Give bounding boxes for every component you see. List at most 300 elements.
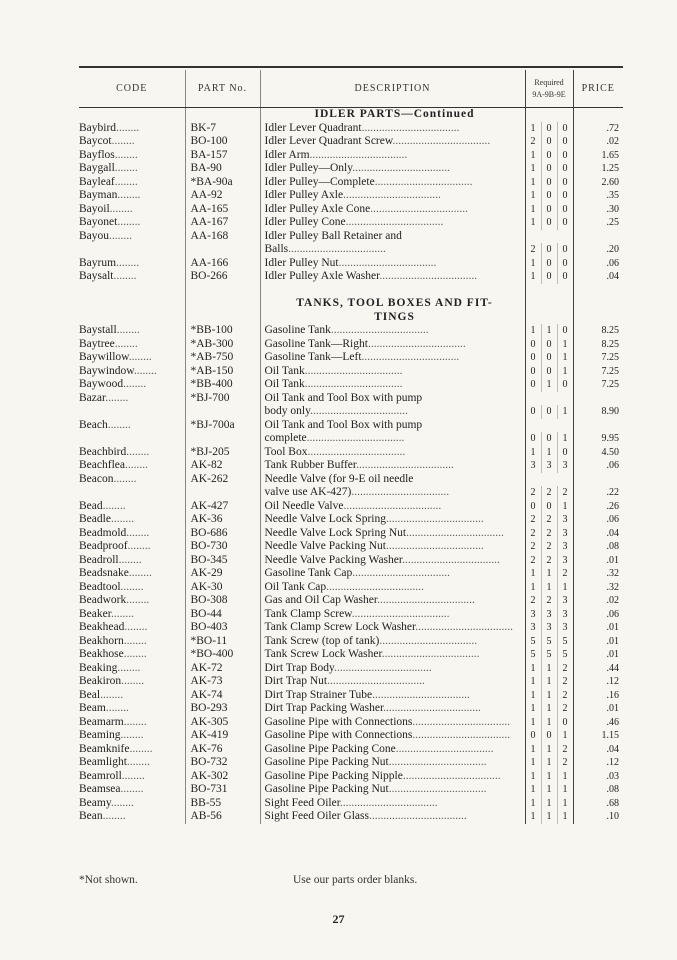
leader-dots: ..................................: [309, 148, 408, 161]
header-required-models: 9A-9B-9E: [532, 89, 566, 99]
code-cell: [79, 500, 185, 514]
part-cell: [185, 783, 260, 797]
required-cell: [525, 135, 573, 149]
code-word: Beadsnake: [79, 567, 129, 579]
required-cell: [525, 243, 573, 257]
description-cell: [260, 729, 525, 743]
required-9e: 1: [562, 784, 568, 795]
code-word: Baycot: [79, 135, 112, 147]
table-row: [79, 459, 623, 473]
part-description: Idler Pulley Axle Washer: [264, 270, 380, 282]
code-cell: [79, 203, 185, 217]
required-cell: [525, 189, 573, 203]
part-description: Dirt Trap Packing Washer: [264, 702, 384, 714]
part-description: Tank Screw (top of tank): [264, 634, 380, 647]
required-cell: [525, 419, 573, 433]
required-cell: [525, 716, 573, 730]
description-cell: [260, 446, 525, 460]
table-row: [79, 122, 623, 136]
required-9a: 1: [526, 702, 542, 716]
leader-dots: ..................................: [385, 540, 484, 552]
leader-dots: ..................................: [343, 189, 441, 201]
code-word: Beamknife: [79, 742, 130, 755]
part-number: AK-36: [190, 513, 223, 525]
leader-dots: ..................................: [385, 513, 484, 525]
part-number: BA-157: [190, 148, 228, 161]
table-row: [79, 486, 623, 500]
price-cell: [573, 189, 623, 203]
required-9a: 2: [526, 554, 542, 568]
required-9a: 3: [526, 459, 542, 473]
code-cell: [79, 189, 185, 203]
table-row: [79, 500, 623, 514]
part-cell: [185, 122, 260, 136]
required-9b: 3: [542, 608, 558, 622]
part-cell: [185, 324, 260, 338]
required-cell: [525, 743, 573, 757]
required-cell: [525, 257, 573, 271]
part-number: *AB-150: [190, 364, 234, 377]
price-value: .04: [606, 743, 619, 755]
part-description: Tank Rubber Buffer: [264, 459, 357, 471]
price-cell: [573, 446, 623, 460]
part-cell: [185, 365, 260, 379]
code-cell: [79, 756, 185, 770]
required-9b: 2: [542, 554, 558, 568]
code-word: Beaker: [79, 607, 111, 620]
leader-dots: ........: [117, 189, 141, 201]
leader-dots: ........: [124, 621, 148, 633]
code-word: Bayrum: [79, 256, 117, 269]
required-cell: [525, 108, 573, 122]
code-word: Baygall: [79, 162, 115, 174]
code-word: Baywood: [79, 378, 124, 390]
leader-dots: ........: [114, 162, 138, 174]
part-description: Gasoline Pipe with Connections: [264, 715, 413, 728]
part-description: body only: [264, 405, 311, 417]
code-word: Beadwork: [79, 594, 127, 606]
part-cell: [185, 729, 260, 743]
required-9e: 0: [562, 190, 568, 201]
table-row: [79, 621, 623, 635]
code-word: Beam: [79, 702, 106, 714]
required-9e: 0: [562, 136, 568, 147]
leader-dots: ........: [123, 648, 147, 660]
leader-dots: ........: [109, 229, 133, 242]
description-cell: [260, 243, 525, 257]
part-cell: [185, 311, 260, 325]
required-9a: 1: [526, 270, 542, 284]
code-word: Beakhorn: [79, 634, 124, 647]
part-cell: [185, 176, 260, 190]
required-cell: [525, 122, 573, 136]
leader-dots: ..................................: [367, 337, 466, 350]
price-value: 8.25: [601, 338, 619, 350]
required-9e: 1: [562, 365, 568, 377]
description-cell: [260, 513, 525, 527]
leader-dots: ..................................: [370, 202, 468, 215]
required-9e: 1: [562, 770, 568, 782]
part-cell: [185, 621, 260, 635]
code-word: Baytree: [79, 337, 115, 350]
part-number: AK-30: [190, 580, 223, 593]
leader-dots: ..................................: [379, 270, 478, 282]
required-9b: 0: [542, 338, 558, 352]
leader-dots: ........: [133, 364, 157, 377]
description-cell: [260, 635, 525, 649]
required-cell: [525, 689, 573, 703]
leader-dots: ........: [116, 256, 140, 269]
price-cell: [573, 662, 623, 676]
description-cell: [260, 149, 525, 163]
code-word: Beadproof: [79, 540, 128, 552]
required-9b: 1: [542, 324, 558, 338]
part-number: *BO-11: [190, 634, 228, 647]
code-cell: [79, 378, 185, 392]
leader-dots: ........: [100, 688, 124, 701]
table-row: [79, 149, 623, 163]
description-cell: [260, 459, 525, 473]
price-cell: [573, 432, 623, 446]
leader-dots: ..................................: [343, 499, 442, 512]
required-9e: 0: [562, 244, 568, 255]
leader-dots: ........: [127, 540, 151, 552]
table-row: [79, 797, 623, 811]
code-word: Beach: [79, 418, 108, 431]
description-cell: [260, 567, 525, 581]
leader-dots: ..................................: [383, 702, 481, 714]
leader-dots: ..................................: [351, 486, 450, 498]
leader-dots: ........: [116, 121, 140, 134]
price-cell: [573, 527, 623, 541]
price-value: 8.25: [601, 325, 619, 336]
required-9e: 0: [562, 203, 568, 215]
part-description: Needle Valve (for 9-E oil needle: [264, 472, 414, 485]
price-value: .02: [606, 595, 619, 606]
required-9e: 1: [562, 500, 568, 512]
code-cell: [79, 162, 185, 176]
required-9e: 3: [562, 514, 568, 525]
code-cell: [79, 581, 185, 595]
required-9b: 3: [542, 621, 558, 635]
required-9a: 1: [526, 689, 542, 703]
leader-dots: ..................................: [304, 364, 403, 377]
required-9b: 0: [542, 176, 558, 190]
leader-dots: ........: [121, 769, 145, 782]
required-cell: [525, 351, 573, 365]
required-9b: 0: [542, 257, 558, 271]
code-cell: [79, 716, 185, 730]
part-cell: [185, 689, 260, 703]
price-value: 7.25: [601, 352, 619, 363]
description-cell: [260, 810, 525, 824]
price-cell: [573, 675, 623, 689]
code-cell: [79, 473, 185, 487]
table-row: [79, 743, 623, 757]
code-word: Bead: [79, 499, 103, 512]
section-heading-row: [79, 297, 623, 311]
required-9a: 1: [526, 797, 542, 811]
leader-dots: ........: [126, 445, 150, 458]
code-cell: [79, 675, 185, 689]
price-value: .30: [606, 203, 619, 215]
required-9e: 0: [562, 271, 568, 282]
required-9a: 1: [526, 783, 542, 797]
part-cell: [185, 743, 260, 757]
price-cell: [573, 230, 623, 244]
price-cell: [573, 122, 623, 136]
part-description: complete: [264, 432, 307, 444]
price-value: .44: [606, 662, 619, 674]
leader-dots: ..................................: [307, 445, 406, 458]
description-cell: [260, 702, 525, 716]
leader-dots: ........: [107, 418, 131, 431]
price-cell: [573, 810, 623, 824]
required-cell: [525, 446, 573, 460]
part-description: Gasoline Pipe Packing Nut: [264, 783, 389, 795]
part-cell: [185, 270, 260, 284]
header-part-no: PART No.: [185, 70, 260, 108]
code-cell: [79, 527, 185, 541]
price-cell: [573, 149, 623, 163]
price-cell: [573, 554, 623, 568]
description-cell: [260, 689, 525, 703]
table-row: [79, 810, 623, 824]
part-cell: [185, 284, 260, 298]
part-description: Idler Lever Quadrant Screw: [264, 135, 393, 147]
code-word: Beachbird: [79, 445, 127, 458]
description-cell: [260, 770, 525, 784]
price-cell: [573, 176, 623, 190]
leader-dots: ........: [114, 175, 138, 188]
part-description: Balls: [264, 243, 289, 255]
price-cell: [573, 405, 623, 419]
part-number: *BA-90a: [190, 175, 233, 188]
required-9b: 1: [542, 783, 558, 797]
code-cell: [79, 608, 185, 622]
code-word: Beachflea: [79, 459, 125, 471]
part-description: Idler Pulley Cone: [264, 216, 346, 228]
spacer-row: [79, 284, 623, 298]
part-cell: [185, 257, 260, 271]
table-row: [79, 203, 623, 217]
price-value: .01: [606, 649, 619, 660]
leader-dots: ........: [124, 459, 148, 471]
required-9b: 1: [542, 702, 558, 716]
required-9a: 1: [526, 257, 542, 271]
required-9a: 5: [526, 648, 542, 662]
code-cell: [79, 689, 185, 703]
part-number: BO-44: [190, 607, 222, 620]
leader-dots: ..................................: [352, 162, 450, 174]
code-cell: [79, 257, 185, 271]
required-9a: 2: [526, 135, 542, 149]
leader-dots: ........: [126, 526, 150, 539]
required-9b: 1: [542, 378, 558, 392]
table-row: [79, 756, 623, 770]
table-row: [79, 648, 623, 662]
part-description: Gas and Oil Cap Washer: [264, 594, 378, 606]
required-cell: [525, 608, 573, 622]
required-9a: 1: [526, 446, 542, 460]
required-cell: [525, 500, 573, 514]
description-cell: [260, 486, 525, 500]
leader-dots: ..................................: [412, 715, 511, 728]
price-cell: [573, 648, 623, 662]
part-description: Gasoline Tank—Left: [264, 351, 362, 363]
required-9a: 0: [526, 500, 542, 514]
required-9e: 0: [562, 716, 568, 728]
required-9b: 0: [542, 405, 558, 419]
price-value: .68: [606, 797, 619, 809]
required-9a: 0: [526, 338, 542, 352]
part-number: AK-29: [190, 567, 223, 579]
required-9b: 2: [542, 540, 558, 554]
part-cell: [185, 540, 260, 554]
description-cell: [260, 621, 525, 635]
required-cell: [525, 810, 573, 824]
leader-dots: ........: [128, 567, 152, 579]
leader-dots: ........: [129, 742, 153, 755]
part-description: valve use AK-427): [264, 486, 352, 498]
code-cell: [79, 351, 185, 365]
part-number: AA-92: [190, 189, 223, 201]
part-cell: [185, 702, 260, 716]
part-number: AA-165: [190, 202, 229, 215]
code-cell: [79, 567, 185, 581]
leader-dots: ........: [105, 391, 129, 404]
leader-dots: ........: [118, 553, 142, 566]
leader-dots: ........: [126, 594, 150, 606]
code-word: Bayleaf: [79, 175, 115, 188]
required-9a: 1: [526, 770, 542, 784]
part-cell: [185, 594, 260, 608]
price-value: .20: [606, 244, 619, 255]
code-word: Beadroll: [79, 553, 119, 566]
required-cell: [525, 284, 573, 298]
leader-dots: ........: [123, 378, 147, 390]
required-9e: 0: [562, 217, 568, 228]
required-cell: [525, 297, 573, 311]
required-9b: 0: [542, 149, 558, 163]
part-description: Gasoline Pipe with Connections: [264, 729, 413, 741]
part-cell: [185, 432, 260, 446]
required-9a: 1: [526, 149, 542, 163]
required-9a: 0: [526, 378, 542, 392]
code-cell: [79, 635, 185, 649]
leader-dots: ..................................: [334, 661, 432, 674]
required-9e: 3: [562, 622, 568, 633]
required-9a: 2: [526, 243, 542, 257]
table-row: [79, 162, 623, 176]
code-word: Beal: [79, 688, 101, 701]
part-description: Idler Pulley—Complete: [264, 175, 375, 188]
code-cell: [79, 797, 185, 811]
price-value: 1.15: [601, 730, 619, 741]
code-cell: [79, 743, 185, 757]
code-cell: [79, 621, 185, 635]
part-cell: [185, 351, 260, 365]
required-cell: [525, 648, 573, 662]
price-cell: [573, 284, 623, 298]
required-cell: [525, 203, 573, 217]
description-cell: [260, 270, 525, 284]
description-cell: [260, 756, 525, 770]
leader-dots: ........: [120, 580, 144, 593]
part-number: AA-167: [190, 216, 229, 228]
code-word: Beamroll: [79, 769, 122, 782]
leader-dots: ........: [110, 607, 134, 620]
code-cell: [79, 216, 185, 230]
table-row: [79, 702, 623, 716]
code-word: Beaking: [79, 661, 118, 674]
required-cell: [525, 473, 573, 487]
required-9a: 3: [526, 608, 542, 622]
header-required: [525, 70, 573, 108]
code-cell: [79, 230, 185, 244]
required-9a: 2: [526, 594, 542, 608]
required-9b: 0: [542, 203, 558, 217]
leader-dots: ..................................: [374, 175, 473, 188]
leader-dots: ..................................: [388, 756, 487, 768]
price-cell: [573, 783, 623, 797]
description-cell: [260, 554, 525, 568]
table-row: [79, 513, 623, 527]
code-cell: [79, 243, 185, 257]
code-cell: [79, 135, 185, 149]
code-cell: [79, 662, 185, 676]
required-9e: 1: [562, 352, 568, 363]
description-cell: [260, 675, 525, 689]
code-word: Beadle: [79, 513, 111, 525]
required-9a: 0: [526, 351, 542, 365]
part-description: Oil Needle Valve: [264, 499, 344, 512]
price-value: .01: [606, 622, 619, 633]
required-9a: 1: [526, 162, 542, 176]
description-cell: [260, 540, 525, 554]
required-cell: [525, 405, 573, 419]
part-description: Idler Pulley Nut: [264, 256, 339, 269]
code-word: Beaming: [79, 729, 121, 741]
code-cell: [79, 419, 185, 433]
required-9e: 0: [562, 122, 568, 134]
table-row: [79, 270, 623, 284]
description-cell: [260, 419, 525, 433]
leader-dots: ........: [113, 472, 137, 485]
code-word: Beacon: [79, 472, 114, 485]
price-value: .01: [606, 554, 619, 566]
required-9e: 1: [562, 338, 568, 350]
top-rule: [79, 66, 623, 68]
price-cell: [573, 243, 623, 257]
footnote: *Not shown.: [79, 874, 138, 886]
price-value: .22: [606, 487, 619, 498]
table-row: [79, 689, 623, 703]
description-cell: [260, 500, 525, 514]
price-cell: [573, 635, 623, 649]
required-9a: 2: [526, 527, 542, 541]
description-cell: [260, 594, 525, 608]
description-cell: [260, 716, 525, 730]
header-price: PRICE: [573, 70, 623, 108]
price-cell: [573, 257, 623, 271]
section-heading-row: [79, 108, 623, 122]
part-cell: [185, 378, 260, 392]
part-description: Gasoline Pipe Packing Nipple: [264, 769, 403, 782]
required-9e: 3: [562, 554, 568, 566]
leader-dots: ..................................: [310, 405, 408, 417]
required-9e: 3: [562, 460, 568, 471]
